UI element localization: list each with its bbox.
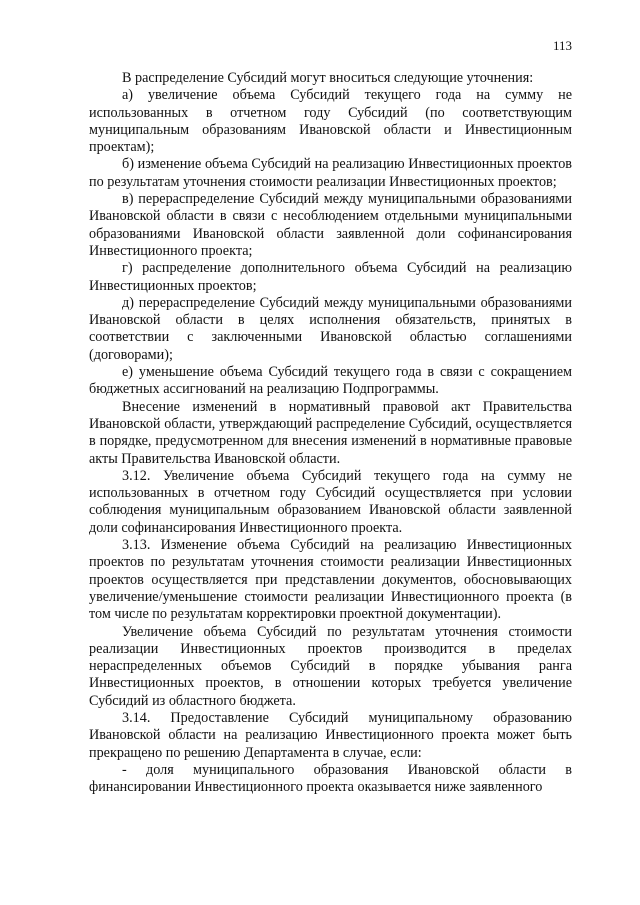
- document-body: [89, 70, 572, 796]
- paragraph-item-b: б) изменение объема Субсидий на реализацию Инвестиционных проектов по результатам уточнения стоимости реализации Инвестиционных проектов;: [89, 156, 572, 190]
- paragraph-increase: Увеличение объема Субсидий по результатам уточнения стоимости реализации Инвестиционных проектов производится в пределах нераспределенных объемов Субсидий в порядке убывания ранга Инвестиционных проектов, в отношении которых требуется увеличение Субсидий из областного бюджета.: [89, 623, 572, 709]
- page-number: 113: [552, 38, 572, 53]
- paragraph-item-d: д) перераспределение Субсидий между муниципальными образованиями Ивановской области в целях исполнения обязательств, принятых в соответствии с заключенными Ивановской областью соглашениями (договорами);: [89, 294, 572, 363]
- paragraph-item-g: г) распределение дополнительного объема Субсидий на реализацию Инвестиционных проектов;: [89, 260, 572, 294]
- paragraph-item-v: в) перераспределение Субсидий между муниципальными образованиями Ивановской области в связи с несоблюдением отдельными муниципальными образованиями Ивановской области заявленной доли софинансирования Инвестиционного проекта;: [89, 191, 572, 259]
- paragraph-amendments: Внесение изменений в нормативный правовой акт Правительства Ивановской области, утверждающий распределение Субсидий, осуществляется в порядке, предусмотренном для внесения изменений в нормативные правовые акты Правительства Ивановской области.: [89, 398, 572, 467]
- paragraph-item-e: е) уменьшение объема Субсидий текущего года в связи с сокращением бюджетных ассигнований на реализацию Подпрограммы.: [89, 364, 572, 398]
- paragraph-3-14: 3.14. Предоставление Субсидий муниципальному образованию Ивановской области на реализацию Инвестиционного проекта может быть прекращено по решению Департамента в случае, если:: [89, 709, 572, 761]
- paragraph-3-13: 3.13. Изменение объема Субсидий на реализацию Инвестиционных проектов по результатам уточнения стоимости реализации Инвестиционных проектов осуществляется при представлении документов, обосновывающих увеличение/уменьшение стоимости реализации Инвестиционного проекта (в том числе по результатам корректировки проектной документации).: [89, 537, 572, 623]
- paragraph-condition-share: - доля муниципального образования Ивановской области в финансировании Инвестиционного проекта оказывается ниже заявленного: [89, 761, 572, 796]
- paragraph-3-12: 3.12. Увеличение объема Субсидий текущего года на сумму не использованных в отчетном году Субсидий осуществляется при условии соблюдения муниципальным образованием Ивановской области заявленной доли софинансирования Инвестиционного проекта.: [89, 467, 572, 536]
- paragraph-item-a: а) увеличение объема Субсидий текущего года на сумму не использованных в отчетном году Субсидий (по соответствующим муниципальным образованиям Ивановской области и Инвестиционным проектам);: [89, 87, 572, 156]
- paragraph-intro: В распределение Субсидий могут вноситься следующие уточнения:: [122, 70, 534, 86]
